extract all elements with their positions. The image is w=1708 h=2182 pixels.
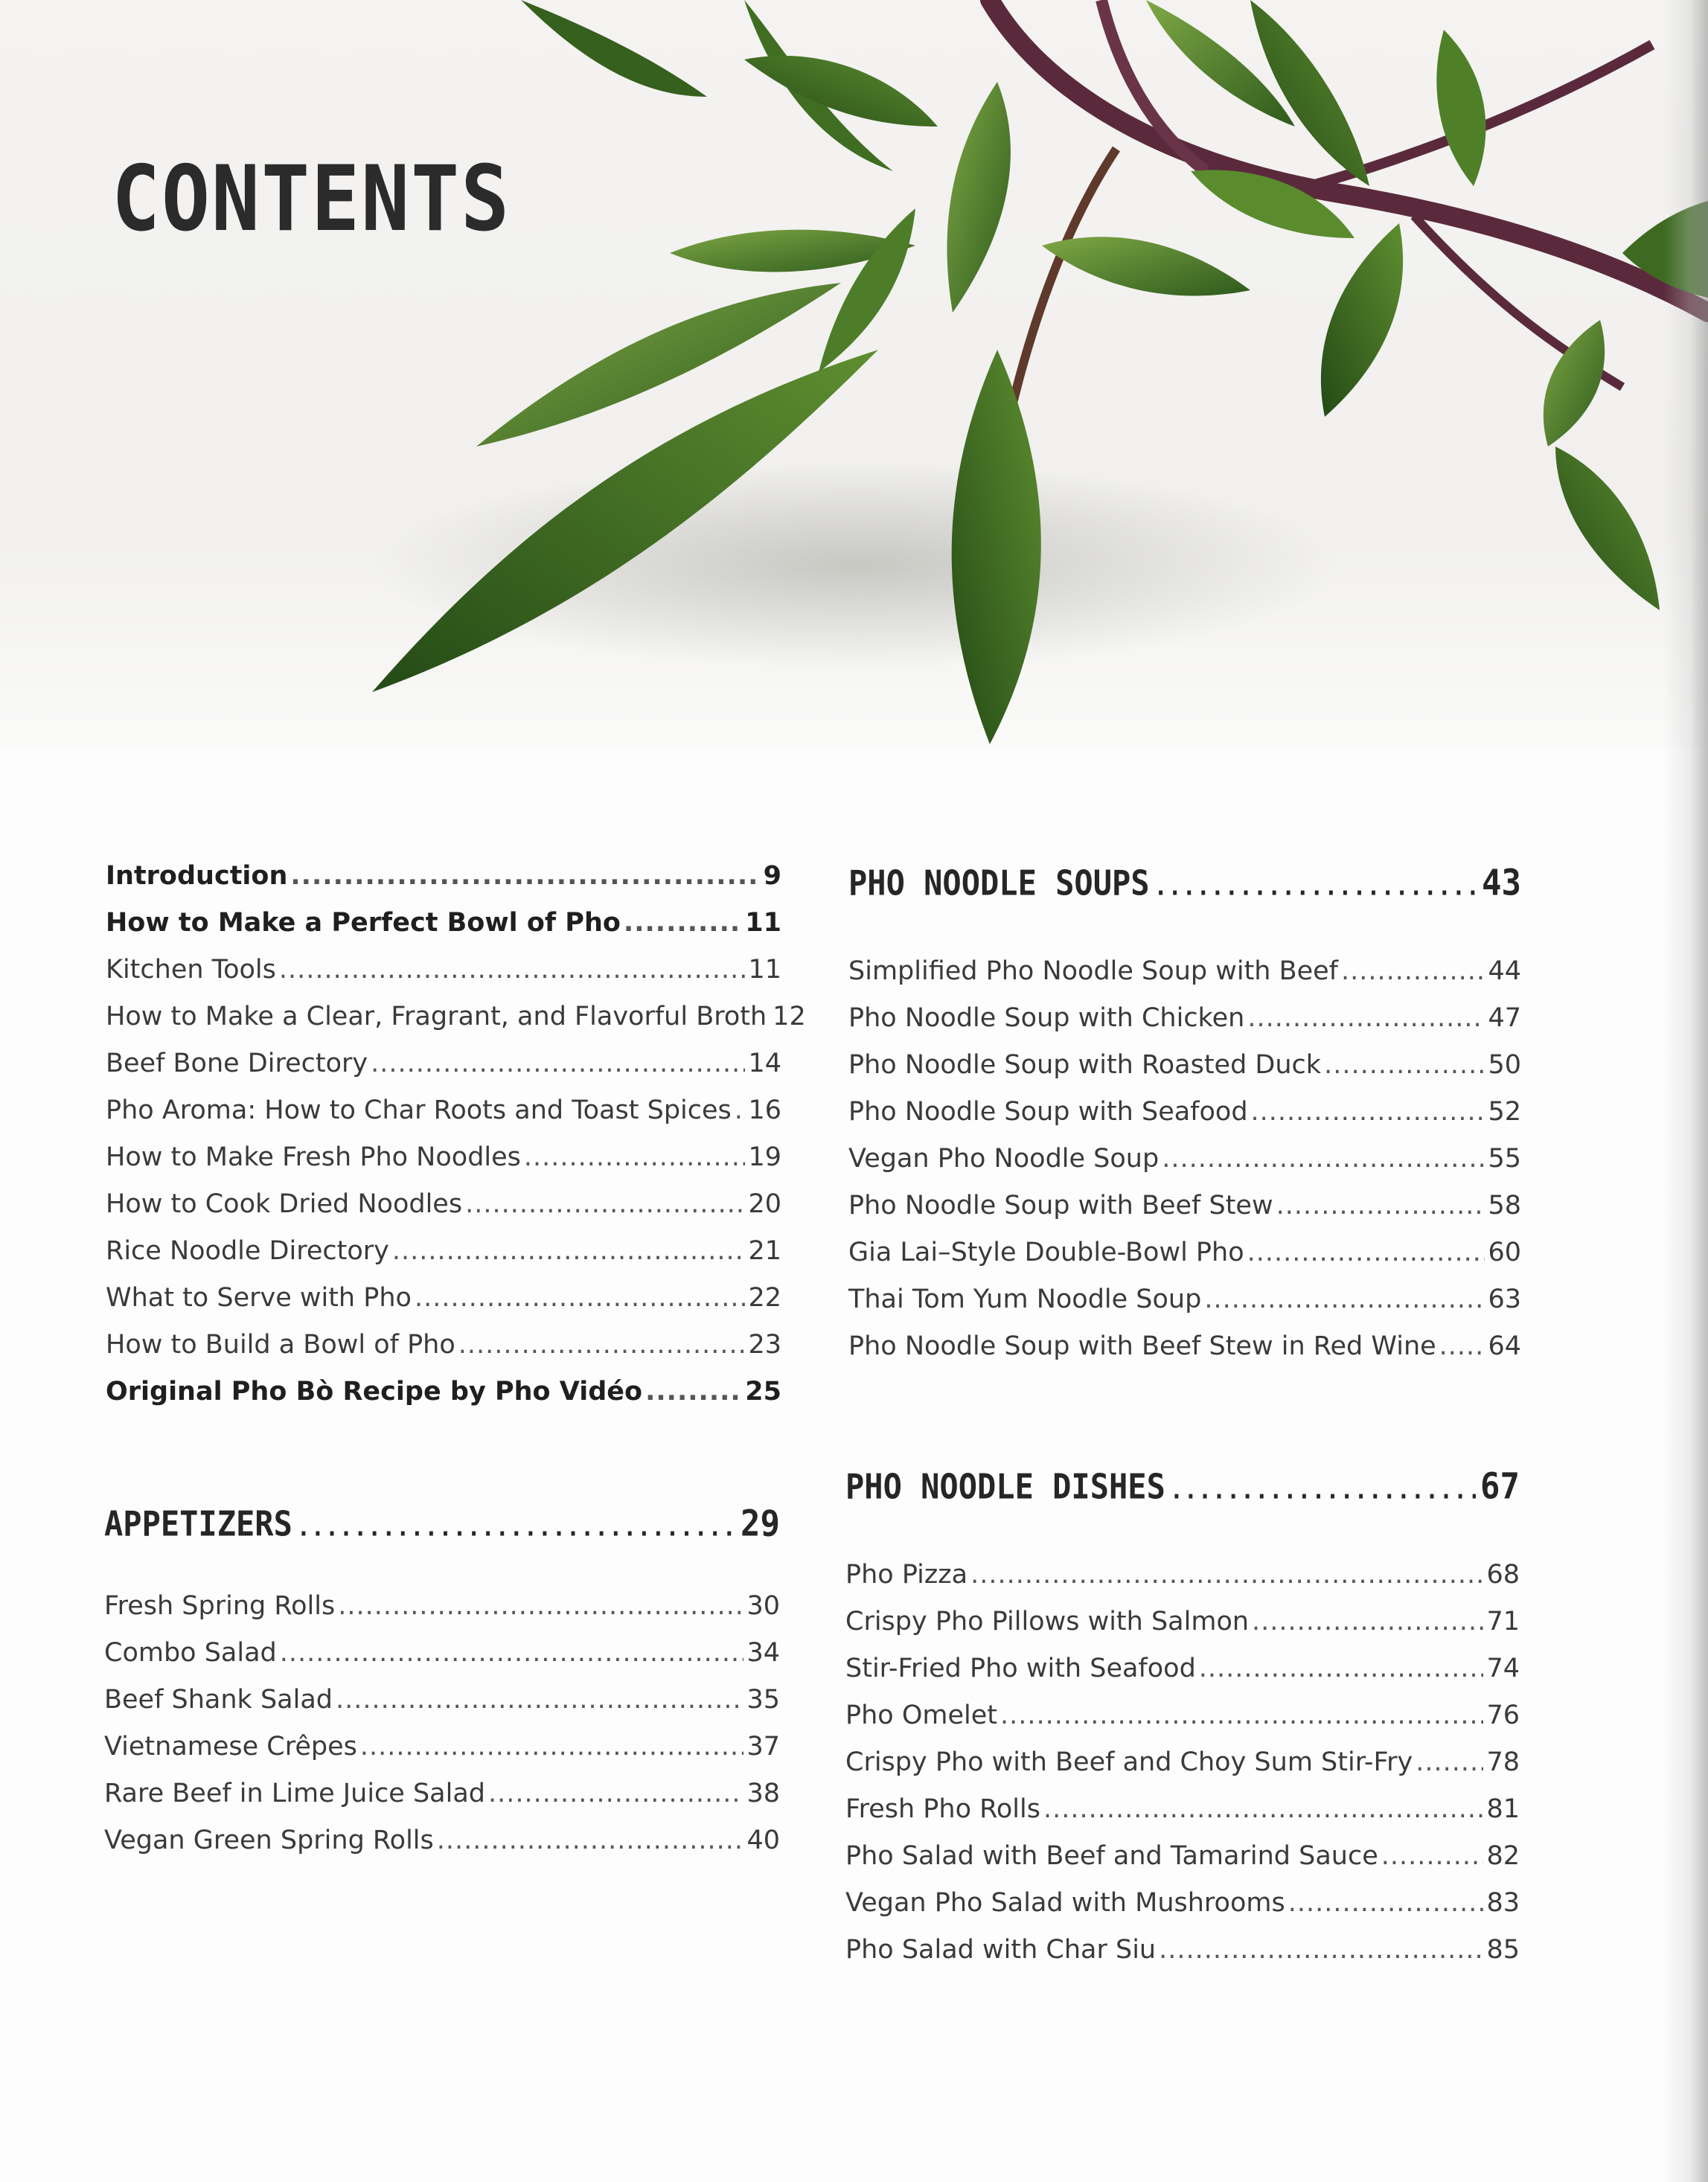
toc-entry[interactable] bbox=[106, 1134, 781, 1181]
dot-leader bbox=[338, 1583, 743, 1630]
toc-entry[interactable] bbox=[106, 1040, 781, 1087]
dot-leader bbox=[735, 1087, 746, 1134]
toc-entry-page: 64 bbox=[1488, 1331, 1521, 1361]
toc-entry-title: Fresh Pho Rolls bbox=[845, 1794, 1040, 1824]
toc-entry-title: Vietnamese Crêpes bbox=[104, 1732, 357, 1762]
section-page: 67 bbox=[1480, 1465, 1520, 1508]
toc-entry-title: Introduction bbox=[106, 861, 288, 891]
toc-entry-title: Gia Lai–Style Double-Bowl Pho bbox=[848, 1238, 1244, 1267]
dot-leader bbox=[1162, 1136, 1485, 1183]
toc-entry[interactable] bbox=[845, 1552, 1520, 1599]
toc-entry-page: 55 bbox=[1488, 1144, 1521, 1174]
page-title: CONTENTS bbox=[112, 147, 511, 252]
dot-leader bbox=[1043, 1786, 1484, 1833]
dot-leader bbox=[1247, 995, 1485, 1042]
toc-entry-title: Pho Noodle Soup with Seafood bbox=[848, 1097, 1248, 1127]
toc-entry[interactable] bbox=[848, 948, 1521, 995]
toc-entry[interactable] bbox=[104, 1817, 780, 1864]
toc-entry-page: 34 bbox=[746, 1638, 780, 1668]
toc-entry[interactable] bbox=[845, 1927, 1520, 1974]
toc-entry[interactable] bbox=[104, 1583, 780, 1630]
dot-leader bbox=[1247, 1229, 1485, 1276]
toc-entry-title: Fresh Spring Rolls bbox=[104, 1591, 336, 1621]
dot-leader bbox=[1204, 1276, 1485, 1323]
toc-entry-page: 60 bbox=[1488, 1238, 1521, 1267]
appetizers-section bbox=[104, 1498, 780, 1864]
toc-entry[interactable] bbox=[106, 1369, 781, 1415]
section-title: PHO NOODLE SOUPS bbox=[848, 863, 1150, 903]
toc-entry[interactable] bbox=[848, 1323, 1521, 1370]
toc-entry-page: 21 bbox=[748, 1236, 781, 1266]
toc-entry-page: 19 bbox=[748, 1142, 781, 1172]
toc-entry-title: Pho Salad with Char Siu bbox=[845, 1935, 1157, 1965]
toc-entry-page: 50 bbox=[1488, 1050, 1521, 1080]
toc-entry[interactable] bbox=[104, 1677, 780, 1724]
toc-entry-title: What to Serve with Pho bbox=[106, 1283, 412, 1313]
toc-entry-page: 71 bbox=[1486, 1607, 1520, 1636]
toc-entry[interactable] bbox=[106, 1087, 781, 1134]
toc-entry-page: 38 bbox=[746, 1779, 780, 1808]
toc-entry-page: 78 bbox=[1486, 1747, 1520, 1777]
toc-entry-page: 44 bbox=[1488, 956, 1521, 986]
dot-leader bbox=[970, 1552, 1483, 1599]
toc-entry[interactable] bbox=[848, 1136, 1521, 1183]
toc-entry[interactable] bbox=[106, 853, 781, 900]
toc-entry[interactable] bbox=[845, 1599, 1520, 1645]
toc-entry[interactable] bbox=[848, 1183, 1521, 1229]
dot-leader bbox=[645, 1369, 742, 1415]
toc-entry-page: 30 bbox=[746, 1591, 780, 1621]
toc-entry-title: Pho Noodle Soup with Chicken bbox=[848, 1003, 1245, 1033]
dot-leader bbox=[1288, 1880, 1484, 1927]
dot-leader bbox=[1000, 1692, 1483, 1739]
toc-entry-page: 40 bbox=[746, 1826, 780, 1855]
dot-leader bbox=[360, 1724, 744, 1770]
toc-entry-title: Rare Beef in Lime Juice Salad bbox=[104, 1779, 485, 1808]
dot-leader bbox=[1416, 1739, 1483, 1786]
section-title: PHO NOODLE DISHES bbox=[845, 1466, 1165, 1507]
dot-leader bbox=[1381, 1833, 1484, 1880]
toc-entry-page: 74 bbox=[1486, 1654, 1520, 1683]
toc-entry-page: 83 bbox=[1486, 1888, 1520, 1918]
toc-entry-title: Pho Noodle Soup with Beef Stew bbox=[848, 1191, 1273, 1220]
toc-entry[interactable] bbox=[106, 1228, 781, 1275]
section-heading-appetizers[interactable] bbox=[104, 1496, 780, 1553]
toc-entry-title: Thai Tom Yum Noodle Soup bbox=[848, 1284, 1202, 1314]
toc-entry-title: How to Build a Bowl of Pho bbox=[106, 1330, 455, 1360]
section-heading-dishes[interactable] bbox=[845, 1459, 1520, 1516]
dot-leader bbox=[1439, 1323, 1485, 1370]
toc-entry-title: Kitchen Tools bbox=[106, 955, 276, 985]
dot-leader bbox=[280, 1630, 744, 1677]
dot-leader bbox=[1159, 1927, 1483, 1974]
dot-leader bbox=[1251, 1089, 1485, 1136]
toc-entry-page: 68 bbox=[1486, 1560, 1520, 1590]
toc-entry-page: 35 bbox=[746, 1685, 780, 1715]
toc-entry-title: Pho Noodle Soup with Beef Stew in Red Wine bbox=[848, 1331, 1436, 1361]
toc-entry[interactable] bbox=[845, 1645, 1520, 1692]
toc-entry-page: 81 bbox=[1486, 1794, 1520, 1824]
toc-entry-title: Pho Noodle Soup with Roasted Duck bbox=[848, 1050, 1322, 1080]
toc-entry[interactable] bbox=[848, 1042, 1521, 1089]
dot-leader bbox=[392, 1228, 746, 1275]
dishes-section bbox=[845, 1461, 1520, 1974]
dot-leader bbox=[437, 1817, 744, 1864]
dot-leader bbox=[279, 947, 746, 994]
toc-entry[interactable] bbox=[106, 900, 781, 947]
toc-entry-page: 52 bbox=[1488, 1097, 1521, 1127]
dot-leader bbox=[415, 1275, 746, 1322]
toc-entry[interactable] bbox=[848, 1229, 1521, 1276]
dot-leader bbox=[488, 1770, 743, 1817]
toc-entry[interactable] bbox=[848, 995, 1521, 1042]
toc-entry-title: Beef Bone Directory bbox=[106, 1049, 368, 1078]
toc-entry-page: 14 bbox=[748, 1049, 781, 1078]
dot-leader bbox=[465, 1181, 745, 1228]
dot-leader bbox=[1252, 1599, 1483, 1645]
toc-entry-page: 20 bbox=[748, 1189, 781, 1219]
toc-entry-title: How to Make Fresh Pho Noodles bbox=[106, 1142, 521, 1172]
toc-entry-title: Combo Salad bbox=[104, 1638, 277, 1668]
toc-entry-page: 82 bbox=[1486, 1841, 1520, 1871]
section-page: 29 bbox=[741, 1503, 780, 1545]
toc-entry-page: 11 bbox=[748, 955, 781, 985]
toc-entry[interactable] bbox=[845, 1833, 1520, 1880]
toc-entry[interactable] bbox=[845, 1739, 1520, 1786]
toc-entry-title: Pho Aroma: How to Char Roots and Toast Spices bbox=[106, 1095, 732, 1125]
toc-entry-page: 85 bbox=[1486, 1935, 1520, 1965]
toc-entry-page: 11 bbox=[745, 908, 781, 938]
toc-entry-title: Crispy Pho Pillows with Salmon bbox=[845, 1607, 1250, 1636]
dot-leader bbox=[1276, 1183, 1485, 1229]
toc-entry-title: Vegan Pho Salad with Mushrooms bbox=[845, 1888, 1285, 1918]
dot-leader bbox=[290, 853, 760, 900]
toc-entry-title: Stir-Fried Pho with Seafood bbox=[845, 1654, 1196, 1683]
toc-entry-page: 9 bbox=[763, 861, 781, 891]
toc-entry-title: Pho Omelet bbox=[845, 1701, 997, 1730]
page-fold-shadow bbox=[1663, 0, 1708, 2182]
toc-entry[interactable] bbox=[104, 1724, 780, 1770]
toc-entry-page: 58 bbox=[1488, 1191, 1521, 1220]
dot-leader bbox=[524, 1134, 746, 1181]
toc-entry-title: Beef Shank Salad bbox=[104, 1685, 333, 1715]
section-heading-soups[interactable] bbox=[848, 855, 1521, 912]
toc-entry-page: 47 bbox=[1488, 1003, 1521, 1033]
toc-entry-title: How to Make a Perfect Bowl of Pho bbox=[106, 908, 621, 938]
toc-entry[interactable] bbox=[848, 1089, 1521, 1136]
toc-entry-title: Crispy Pho with Beef and Choy Sum Stir-Fry bbox=[845, 1747, 1413, 1777]
toc-entry[interactable] bbox=[104, 1630, 780, 1677]
section-page: 43 bbox=[1482, 862, 1521, 904]
section-title: APPETIZERS bbox=[104, 1503, 292, 1544]
toc-entry[interactable] bbox=[104, 1770, 780, 1817]
toc-entry[interactable] bbox=[106, 1275, 781, 1322]
toc-entry[interactable] bbox=[848, 1276, 1521, 1323]
toc-entry-title: Pho Pizza bbox=[845, 1560, 968, 1590]
dot-leader bbox=[624, 900, 742, 947]
toc-entry-title: Vegan Green Spring Rolls bbox=[104, 1826, 434, 1855]
toc-entry-page: 76 bbox=[1486, 1701, 1520, 1730]
toc-entry-title: Simplified Pho Noodle Soup with Beef bbox=[848, 956, 1338, 986]
dot-leader bbox=[1199, 1645, 1484, 1692]
toc-entry[interactable] bbox=[845, 1692, 1520, 1739]
toc-entry-page: 25 bbox=[745, 1377, 781, 1407]
toc-entry-page: 63 bbox=[1488, 1284, 1521, 1314]
toc-entry-title: How to Make a Clear, Fragrant, and Flavorful Broth bbox=[106, 1002, 767, 1031]
dot-leader bbox=[1324, 1042, 1485, 1089]
toc-entry[interactable] bbox=[845, 1786, 1520, 1833]
toc-entry-title: Original Pho Bò Recipe by Pho Vidéo bbox=[106, 1377, 643, 1407]
toc-entry-page: 23 bbox=[748, 1330, 781, 1360]
toc-entry-page: 37 bbox=[746, 1732, 780, 1762]
toc-entry[interactable] bbox=[106, 1322, 781, 1369]
soups-section bbox=[848, 857, 1521, 1370]
dot-leader bbox=[336, 1677, 743, 1724]
toc-entry-title: Rice Noodle Directory bbox=[106, 1236, 389, 1266]
toc-entry-title: How to Cook Dried Noodles bbox=[106, 1189, 463, 1219]
front-matter-list bbox=[106, 853, 806, 1415]
toc-entry-page: 12 bbox=[773, 1002, 806, 1031]
dot-leader bbox=[458, 1322, 746, 1369]
toc-entry-page: 16 bbox=[748, 1095, 781, 1125]
toc-entry[interactable] bbox=[845, 1880, 1520, 1927]
dot-leader bbox=[371, 1040, 745, 1087]
dot-leader bbox=[1341, 948, 1485, 995]
toc-entry-title: Pho Salad with Beef and Tamarind Sauce bbox=[845, 1841, 1378, 1871]
basil-photo bbox=[0, 0, 1708, 748]
basil-sprig-icon bbox=[0, 0, 1708, 748]
toc-entry[interactable] bbox=[106, 994, 806, 1040]
toc-entry[interactable] bbox=[106, 1181, 781, 1228]
toc-entry[interactable] bbox=[106, 947, 781, 994]
toc-entry-page: 22 bbox=[748, 1283, 781, 1313]
toc-entry-title: Vegan Pho Noodle Soup bbox=[848, 1144, 1160, 1174]
